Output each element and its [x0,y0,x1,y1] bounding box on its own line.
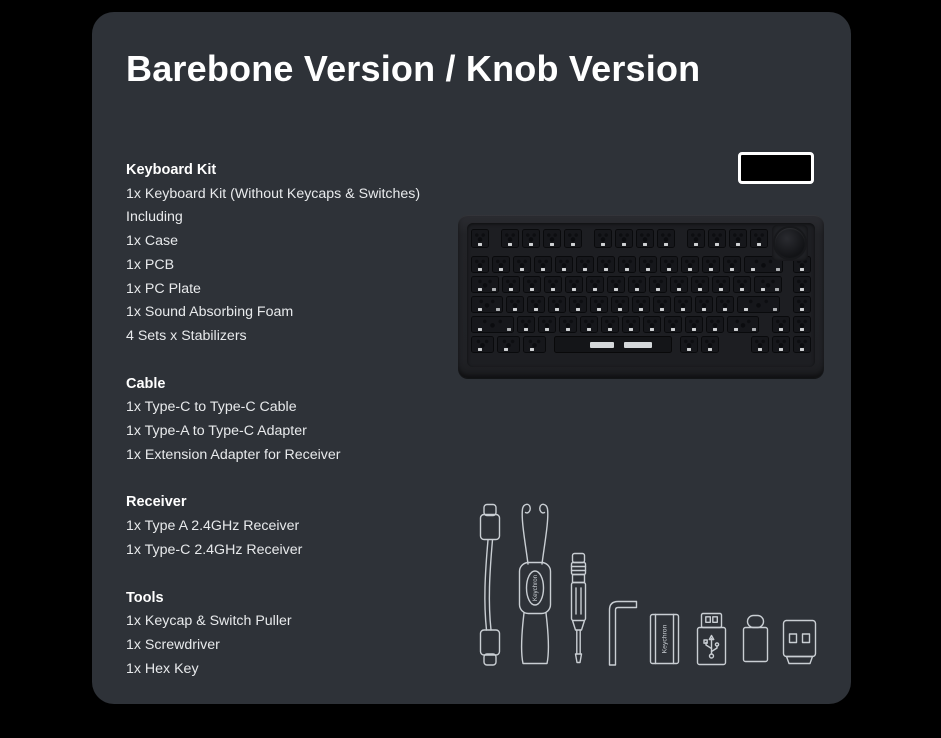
key-socket [716,296,734,313]
key-socket [502,276,520,293]
key-socket [685,316,703,333]
key-socket [501,229,519,248]
key-socket [534,256,552,273]
key-socket [636,229,654,248]
key-socket [543,229,561,248]
list-item: 1x PCB [126,256,175,273]
key-socket [643,316,661,333]
section-heading: Tools [126,589,164,606]
key-socket [670,276,688,293]
key-socket [492,256,510,273]
key-socket [733,276,751,293]
type-c-cable-icon [481,505,500,666]
key-socket [723,256,741,273]
key-socket [680,336,698,353]
key-socket [522,229,540,248]
key-socket [597,256,615,273]
key-socket [702,256,720,273]
key-socket [628,276,646,293]
key-socket [576,256,594,273]
keyboard-image [458,215,824,378]
list-item: 1x Type-C to Type-C Cable [126,399,297,416]
list-item: 1x Screwdriver [126,636,220,653]
key-socket [649,276,667,293]
list-item: 1x Keyboard Kit (Without Keycaps & Switches) [126,185,421,202]
key-socket [772,316,790,333]
key-row [471,316,811,333]
key-socket [569,296,587,313]
list-item: 1x Type-A to Type-C Adapter [126,423,307,440]
key-row [471,256,811,273]
key-socket [564,229,582,248]
key-socket [793,336,811,353]
key-socket [639,256,657,273]
type-a-receiver-icon [698,614,726,665]
color-swatch-black[interactable] [738,152,814,184]
key-socket [471,336,494,353]
knob-icon [775,228,805,258]
key-socket [565,276,583,293]
accessories-illustration [458,497,830,679]
key-socket [660,256,678,273]
keycap-switch-puller-icon [520,504,551,663]
key-socket [664,316,682,333]
key-socket [601,316,619,333]
key-socket [674,296,692,313]
key-socket [527,296,545,313]
section-keyboard-kit [126,159,456,349]
key-socket [632,296,650,313]
key-socket [793,296,811,313]
key-socket [471,229,489,248]
list-item: 1x Type-C 2.4GHz Receiver [126,541,303,558]
key-socket [708,229,726,248]
key-row [471,296,811,313]
key-socket [727,316,759,333]
key-socket [681,256,699,273]
package-contents [126,159,456,705]
key-socket [793,276,811,293]
key-socket [622,316,640,333]
key-socket [691,276,709,293]
key-socket [544,276,562,293]
type-c-adapter-icon [744,616,768,662]
key-socket [559,316,577,333]
key-socket [751,336,769,353]
adapter-brand-label: Keychron [661,624,669,654]
section-tools [126,587,456,682]
key-row [471,336,811,353]
section-heading: Keyboard Kit [126,162,217,178]
key-socket [471,276,499,293]
key-socket [517,316,535,333]
key-socket [607,276,625,293]
list-item: 1x Type A 2.4GHz Receiver [126,518,300,535]
section-receiver [126,491,456,562]
key-socket [687,229,705,248]
extension-adapter-icon [651,615,679,664]
hex-key-icon [610,602,637,666]
key-socket [611,296,629,313]
key-socket [750,229,768,248]
key-socket [594,229,612,248]
key-socket [523,336,546,353]
key-socket [471,296,503,313]
key-socket [580,316,598,333]
key-socket [523,276,541,293]
key-socket [471,316,514,333]
key-socket [706,316,724,333]
section-heading: Cable [126,375,166,392]
key-socket [513,256,531,273]
key-socket [506,296,524,313]
key-row [471,229,811,248]
wireless-receiver-icon [784,621,816,664]
list-item: 1x Case [126,233,179,250]
knob-well [772,225,808,261]
key-socket [471,256,489,273]
section-heading: Receiver [126,494,187,511]
list-item: Including [126,209,183,226]
key-socket [618,256,636,273]
content-card [92,12,851,704]
key-socket [772,336,790,353]
keyboard-plate [467,223,815,367]
key-socket [653,296,671,313]
key-socket [555,256,573,273]
list-item: 1x Keycap & Switch Puller [126,613,292,630]
list-item: 1x Extension Adapter for Receiver [126,446,341,463]
key-socket [695,296,713,313]
key-sockets-grid [471,229,811,356]
list-item: 1x PC Plate [126,280,201,297]
puller-brand-label: Keychron [532,574,539,602]
section-cable [126,373,456,468]
key-socket [701,336,719,353]
key-socket [586,276,604,293]
list-item: 1x Hex Key [126,660,199,677]
key-socket [497,336,520,353]
key-socket [737,296,780,313]
key-socket [657,229,675,248]
list-item: 4 Sets x Stabilizers [126,327,247,344]
key-socket [712,276,730,293]
key-socket [793,316,811,333]
key-socket [754,276,782,293]
spacebar-socket [554,336,672,353]
list-item: 1x Sound Absorbing Foam [126,304,294,321]
key-row [471,276,811,293]
page-title: Barebone Version / Knob Version [126,48,701,89]
key-socket [538,316,556,333]
screwdriver-icon [572,554,586,663]
key-socket [729,229,747,248]
key-socket [548,296,566,313]
key-socket [615,229,633,248]
key-socket [590,296,608,313]
